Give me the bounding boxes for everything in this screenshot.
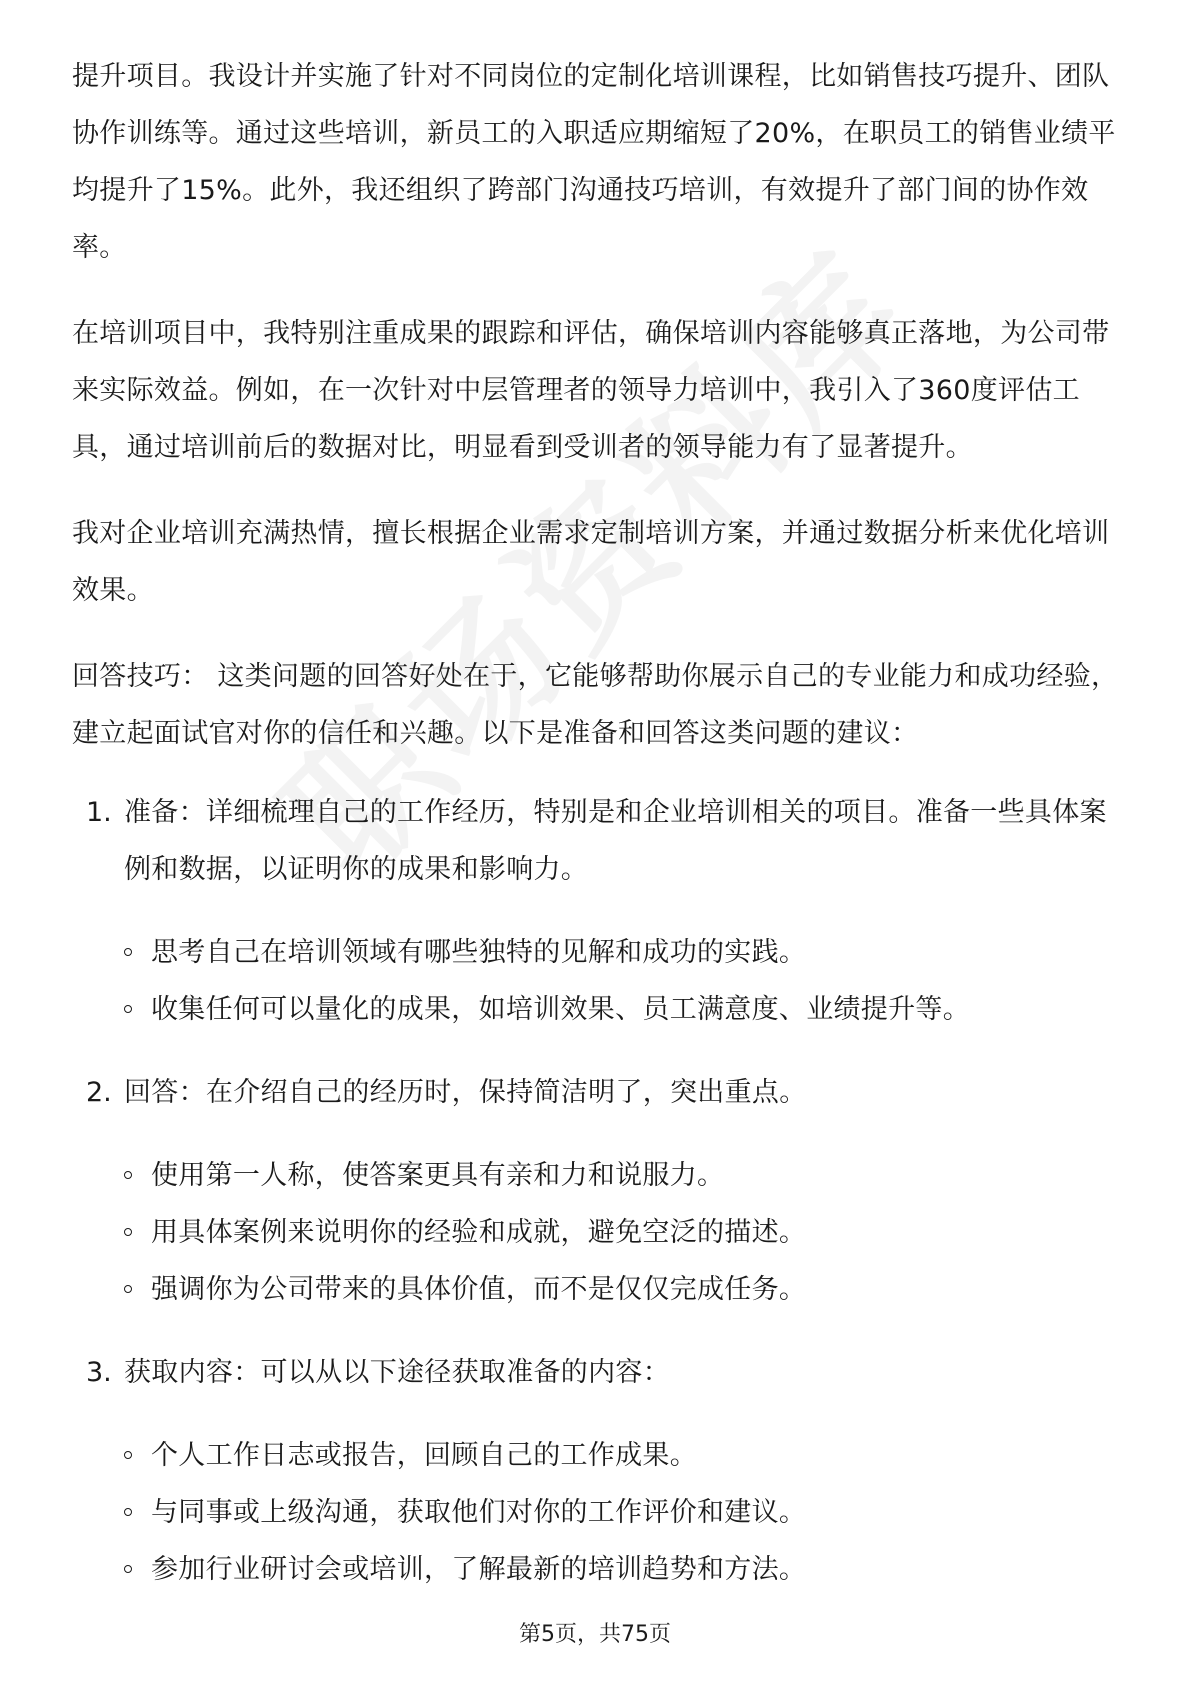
- bullet-text: 强调你为公司带来的具体价值，而不是仅仅完成任务。: [151, 1274, 807, 1305]
- bullet-text: 与同事或上级沟通，获取他们对你的工作评价和建议。: [151, 1497, 807, 1528]
- list-item-text: 准备：详细梳理自己的工作经历，特别是和企业培训相关的项目。准备一些具体案例和数据，以证明你的成果和影响力。: [124, 797, 1107, 885]
- hollow-circle-bullet-icon: [124, 1005, 132, 1013]
- bullet-text: 个人工作日志或报告，回顾自己的工作成果。: [151, 1440, 697, 1471]
- hollow-circle-bullet-icon: [124, 1451, 132, 1459]
- list-item-text: 回答：在介绍自己的经历时，保持简洁明了，突出重点。: [124, 1077, 807, 1108]
- page-footer: 第5页，共75页: [519, 1622, 671, 1647]
- list-number: 3.: [86, 1357, 112, 1388]
- answer-tips-paragraph: 回答技巧： 这类问题的回答好处在于，它能够帮助你展示自己的专业能力和成功经验，建立起面试官对你的信任和兴趣。以下是准备和回答这类问题的建议：: [72, 661, 1119, 749]
- bullet-item: [124, 1484, 1132, 1541]
- paragraph-3: 我对企业培训充满热情，擅长根据企业需求定制培训方案，并通过数据分析来优化培训效果。: [72, 518, 1110, 606]
- list-item-answer: [72, 1064, 1132, 1318]
- numbered-list: [72, 784, 1132, 1598]
- bullet-text: 参加行业研讨会或培训，了解最新的培训趋势和方法。: [151, 1554, 807, 1585]
- bullet-item: [124, 1541, 1132, 1598]
- bullet-list: [124, 1427, 1132, 1598]
- hollow-circle-bullet-icon: [124, 1285, 132, 1293]
- hollow-circle-bullet-icon: [124, 1508, 132, 1516]
- list-item-get-content: [72, 1344, 1132, 1598]
- bullet-text: 收集任何可以量化的成果，如培训效果、员工满意度、业绩提升等。: [151, 994, 970, 1025]
- bullet-text: 思考自己在培训领域有哪些独特的见解和成功的实践。: [151, 937, 807, 968]
- paragraph-1: 提升项目。我设计并实施了针对不同岗位的定制化培训课程，比如销售技巧提升、团队协作训练等。通过这些培训，新员工的入职适应期缩短了20%，在职员工的销售业绩平均提升了15%。此外，我还组织了跨部门沟通技巧培训，有效提升了部门间的协作效率。: [72, 61, 1116, 263]
- hollow-circle-bullet-icon: [124, 1171, 132, 1179]
- list-number: 1.: [86, 797, 112, 828]
- list-number: 2.: [86, 1077, 112, 1108]
- bullet-item: [124, 924, 1132, 981]
- hollow-circle-bullet-icon: [124, 948, 132, 956]
- hollow-circle-bullet-icon: [124, 1228, 132, 1236]
- list-item-prepare: [72, 784, 1132, 1038]
- bullet-item: [124, 1147, 1132, 1204]
- bullet-text: 使用第一人称，使答案更具有亲和力和说服力。: [151, 1160, 725, 1191]
- bullet-list: [124, 1147, 1132, 1318]
- document-body: [72, 48, 1132, 1624]
- bullet-item: [124, 1427, 1132, 1484]
- hollow-circle-bullet-icon: [124, 1565, 132, 1573]
- list-item-text: 获取内容：可以从以下途径获取准备的内容：: [124, 1357, 670, 1388]
- bullet-item: [124, 981, 1132, 1038]
- bullet-item: [124, 1261, 1132, 1318]
- paragraph-2: 在培训项目中，我特别注重成果的跟踪和评估，确保培训内容能够真正落地，为公司带来实际效益。例如，在一次针对中层管理者的领导力培训中，我引入了360度评估工具，通过培训前后的数据对比，明显看到受训者的领导能力有了显著提升。: [72, 318, 1110, 463]
- bullet-list: [124, 924, 1132, 1038]
- bullet-item: [124, 1204, 1132, 1261]
- bullet-text: 用具体案例来说明你的经验和成就，避免空泛的描述。: [151, 1217, 807, 1248]
